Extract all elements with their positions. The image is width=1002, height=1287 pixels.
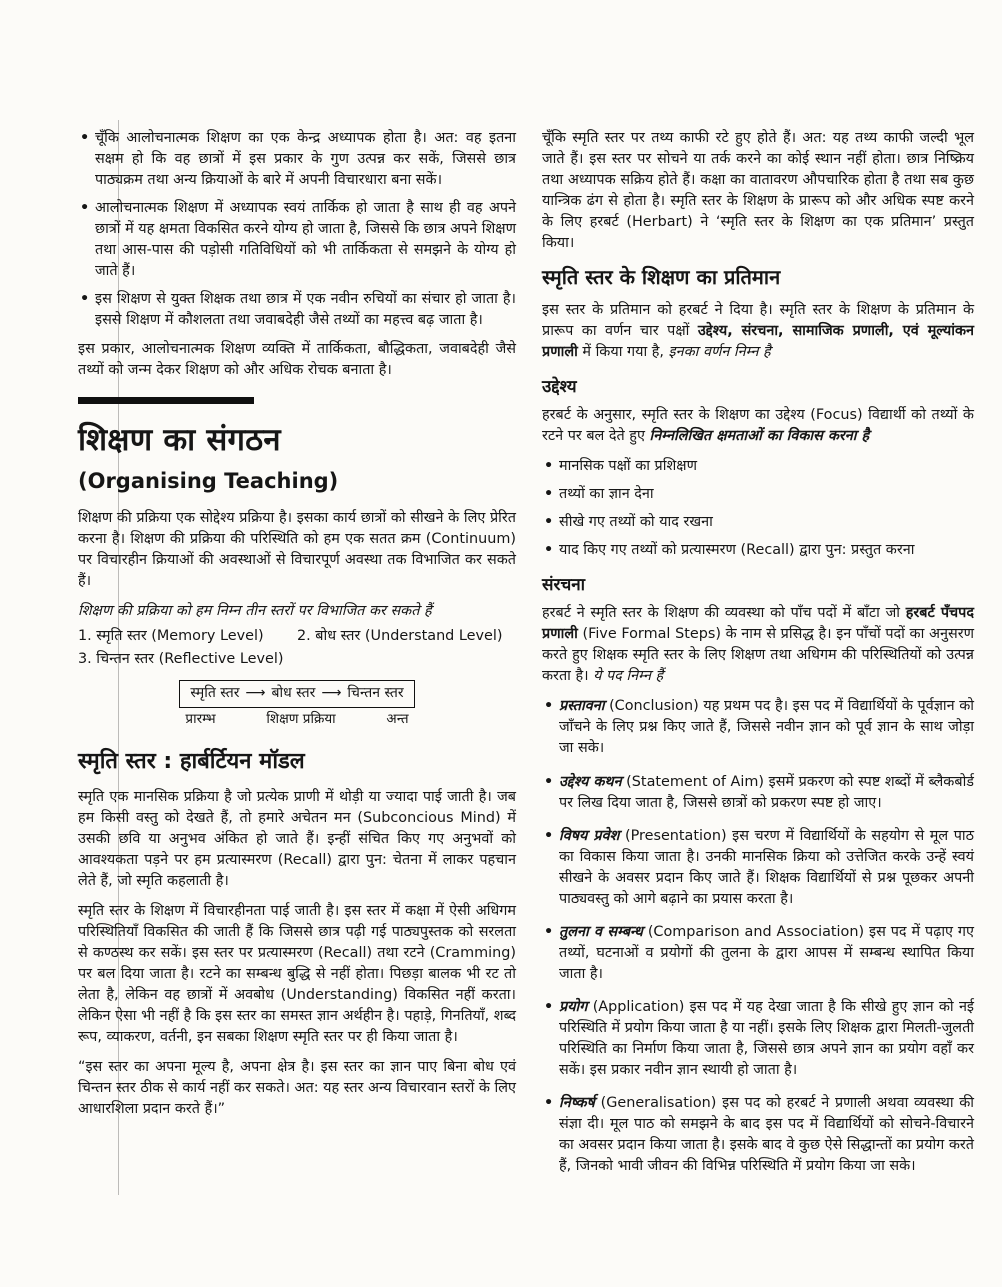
step-term-english: (Statement of Aim) xyxy=(626,773,765,790)
objective-intro-pre: हरबर्ट के अनुसार, स्मृति स्तर के शिक्षण का उद्देश्य (Focus) विद्यार्थी को तथ्यों के रटने पर बल देते हुए xyxy=(542,407,974,445)
model-intro-mid: में किया गया है, xyxy=(577,344,669,361)
step-text: इस चरण में विद्यार्थियों के सहयोग से मूल पाठ का विकास किया जाता है। उनकी मानसिक क्रिया को उत्तेजित करके उन्हें स्वयं सीखने के अवसर प्रदान किए जाते हैं। शिक्षक विद्यार्थियों से प्रश्न पूछकर अपनी पाठ्यवस्तु को आगे बढ़ाने का प्रयास करता है। xyxy=(559,827,974,907)
step-item-nishkarsh xyxy=(542,1093,974,1177)
step-term: विषय प्रवेश xyxy=(559,827,620,844)
model-intro-paragraph xyxy=(542,300,974,363)
memory-quote-paragraph: “इस स्तर का अपना मूल्य है, अपना क्षेत्र है। इस स्तर का ज्ञान पाए बिना बोध एवं चिन्तन स्तर ठीक से कार्य नहीं कर सकते। अत: यह स्तर अन्य विचारवान स्तरों के लिए आधारशिला प्रदान करते हैं।” xyxy=(78,1059,516,1118)
section-subtitle-english: (Organising Teaching) xyxy=(78,468,339,493)
flow-arrow-icon: ⟶ xyxy=(321,685,342,702)
right-column xyxy=(542,128,974,1189)
objective-bullet: • सीखे गए तथ्यों को याद रखना xyxy=(542,512,974,533)
step-text: यह प्रथम पद है। इस पद में विद्यार्थियों के पूर्वज्ञान को जाँचने के लिए प्रश्न किए जाते हैं, जिससे नवीन ज्ञान को पूर्व ज्ञान के साथ जोड़ा जा सके। xyxy=(559,698,975,757)
step-term-english: (Generalisation) xyxy=(600,1094,717,1111)
subsection-title-objective: उद्देश्य xyxy=(542,377,577,398)
left-column xyxy=(78,128,516,1189)
step-item-prayog xyxy=(542,997,974,1081)
organising-paragraph: शिक्षण की प्रक्रिया एक सोद्देश्य प्रक्रिया है। इसका कार्य छात्रों को सीखने के लिए प्रेरित करना है। शिक्षण की प्रक्रिया की परिस्थिति को हम एक सतत क्रम (Continuum) पर विचारहीन क्रियाओं की अवस्थाओं से विचारपूर्ण अवस्था तक विभाजित कर सकते हैं। xyxy=(78,510,516,590)
level-item-reflective: 3. चिन्तन स्तर (Reflective Level) xyxy=(78,651,284,668)
step-item-prastavana xyxy=(542,696,974,759)
model-intro-bold-terms: उद्देश्य, संरचना, सामाजिक प्रणाली, एवं मूल्यांकन प्रणाली xyxy=(542,323,974,361)
section-title-memory-herbartian-model: स्मृति स्तर : हार्बर्टियन मॉडल xyxy=(78,748,305,774)
model-intro-pre: इस स्तर के प्रतिमान को हरबर्ट ने दिया है। स्मृति स्तर के शिक्षण के प्रतिमान के प्रारूप का वर्णन चार पक्षों xyxy=(542,302,974,340)
step-term-english: (Application) xyxy=(592,998,685,1015)
model-intro-italic: इनका वर्णन निम्न है xyxy=(668,344,771,361)
subsection-title-structure: संरचना xyxy=(542,575,586,596)
structure-intro-italic: ये पद निम्न हैं xyxy=(593,668,664,685)
section-divider-bar xyxy=(78,397,254,404)
objective-intro-paragraph xyxy=(542,405,974,447)
flow-diagram-box xyxy=(179,680,414,707)
flow-node-reflective: चिन्तन स्तर xyxy=(347,685,404,702)
structure-intro-paragraph xyxy=(542,603,974,687)
flow-node-memory: स्मृति स्तर xyxy=(190,685,240,702)
step-text: इस पद में यह देखा जाता है कि सीखे हुए ज्ञान को नई परिस्थिति में प्रयोग किया जाता है या नहीं। इसके लिए शिक्षक द्वारा मिलती-जुलती परिस्थिति का निर्माण किया जाता है, जिससे छात्र अपने ज्ञान का प्रयोग वहाँ कर सकें। इस प्रकार नवीन ज्ञान स्थायी हो जाता है। xyxy=(559,998,975,1078)
step-term-english: (Conclusion) xyxy=(609,698,699,715)
objective-bullet: • मानसिक पक्षों का प्रशिक्षण xyxy=(542,456,974,477)
bullet-item: • चूँकि आलोचनात्मक शिक्षण का एक केन्द्र अध्यापक होता है। अत: वह इतना सक्षम हो कि वह छात्रों में इस प्रकार के गुण उत्पन्न कर सकें, जिससे छात्र पाठ्यक्रम तथा अन्य क्रियाओं के बारे में अपनी विचारधारा बना सकें। xyxy=(78,128,516,191)
objective-bullet: • तथ्यों का ज्ञान देना xyxy=(542,484,974,505)
memory-level-limitations-paragraph: चूँकि स्मृति स्तर पर तथ्य काफी रटे हुए होते हैं। अत: यह तथ्य काफी जल्दी भूल जाते हैं। इस स्तर पर सोचने या तर्क करने का कोई स्थान नहीं होता। छात्र निष्क्रिय तथा अध्यापक सक्रिय होते हैं। कक्षा का वातावरण औपचारिक होता है तथा सब कुछ यान्त्रिक ढंग से होता है। स्मृति स्तर के शिक्षण के प्रारूप को और अधिक स्पष्ट करने के लिए हरबर्ट (Herbart) ने ‘स्मृति स्तर के शिक्षण का एक प्रतिमान’ प्रस्तुत किया। xyxy=(542,130,974,252)
step-term-english: (Comparison and Association) xyxy=(647,923,865,940)
step-term: निष्कर्ष xyxy=(559,1094,595,1111)
step-item-tulna-sambandh xyxy=(542,922,974,985)
section-title-organising-teaching: शिक्षण का संगठन xyxy=(78,422,281,459)
step-text: इस पद को हरबर्ट ने प्रणाली अथवा व्यवस्था की संज्ञा दी। मूल पाठ को समझने के बाद इस पद में विद्यार्थियों को सोचने-विचारने का अवसर प्रदान किया जाता है। इसके बाद वे कुछ ऐसे सिद्धान्तों का प्रयोग करते हैं, जिनको भावी जीवन की विभिन्न परिस्थिति में प्रयोग किया जा सके। xyxy=(559,1094,975,1174)
flow-label-process: शिक्षण प्रक्रिया xyxy=(266,710,336,727)
step-term: प्रयोग xyxy=(559,998,588,1015)
flow-diagram-labels xyxy=(179,708,414,730)
level-item-understand: 2. बोध स्तर (Understand Level) xyxy=(297,628,503,645)
levels-intro-line: शिक्षण की प्रक्रिया को हम निम्न तीन स्तरों पर विभाजित कर सकते हैं xyxy=(78,603,432,620)
objective-intro-italic: निम्नलिखित क्षमताओं का विकास करना है xyxy=(649,428,870,445)
section-title-memory-teaching-model: स्मृति स्तर के शिक्षण का प्रतिमान xyxy=(542,265,781,290)
step-term: तुलना व सम्बन्ध xyxy=(559,923,643,940)
step-term: उद्देश्य कथन xyxy=(559,773,622,790)
scanned-page xyxy=(78,128,974,1189)
memory-paragraph-1: स्मृति एक मानसिक प्रक्रिया है जो प्रत्येक प्राणी में थोड़ी या ज्यादा पाई जाती है। जब हम किसी वस्तु को देखते हैं, तो हमारे अचेतन मन (Subconcious Mind) में उसकी छवि या अनुभव अंकित हो जाते हैं। इन्हीं संचित किए गए अनुभवों को आवश्यकता पड़ने पर हम प्रत्यास्मरण (Recall) द्वारा पुन: चेतना में लाकर पहचान लेते हैं, जो स्मृति कहलाती है। xyxy=(78,788,516,889)
bullet-item: • आलोचनात्मक शिक्षण में अध्यापक स्वयं तार्किक हो जाता है साथ ही वह अपने छात्रों में यह क्षमता विकसित करने योग्य हो जाता है, जिससे कि छात्र अपने शिक्षण तथा आस-पास की पड़ोसी गतिविधियों को भी तार्किकता से समझने के योग्य हो जाते हैं। xyxy=(78,198,516,282)
structure-intro-pre: हरबर्ट ने स्मृति स्तर के शिक्षण की व्यवस्था को पाँच पदों में बाँटा जो xyxy=(542,605,906,622)
memory-paragraph-2: स्मृति स्तर के शिक्षण में विचारहीनता पाई जाती है। इस स्तर में कक्षा में ऐसी अधिगम परिस्थितियाँ विकसित की जाती हैं कि जिससे छात्र पढ़ी गई पाठ्यपुस्तक को सरलता से कण्ठस्थ कर सकें। इस स्तर पर प्रत्यास्मरण (Recall) तथा रटने (Cramming) पर बल दिया जाता है। रटने का सम्बन्ध बुद्धि से नहीं होता। पिछड़ा बालक भी रट तो लेता है, लेकिन वह छात्रों में अवबोध (Understanding) विकसित नहीं करता। लेकिन ऐसा भी नहीं है कि इस स्तर का समस्त ज्ञान अर्थहीन है। पहाड़े, गिनतियाँ, शब्द रूप, व्याकरण, वर्तनी, इन सबका शिक्षण स्मृति स्तर पर ही किया जाता है। xyxy=(78,902,516,1046)
step-text: इस पद में पढ़ाए गए तथ्यों, घटनाओं व प्रयोगों की तुलना के द्वारा आपस में सम्बन्ध स्थापित किया जाता है। xyxy=(559,923,974,982)
levels-row xyxy=(78,626,516,647)
teaching-levels-flow-diagram xyxy=(179,680,414,729)
critical-teaching-closing-paragraph: इस प्रकार, आलोचनात्मक शिक्षण व्यक्ति में तार्किकता, बौद्धिकता, जवाबदेही जैसे तथ्यों को जन्म देकर शिक्षण को और अधिक रोचक बनाता है। xyxy=(78,341,516,379)
level-item-memory: 1. स्मृति स्तर (Memory Level) xyxy=(78,628,264,645)
structure-intro-bold: हरबर्ट पँचपद प्रणाली xyxy=(542,605,974,643)
flow-label-end: अन्त xyxy=(386,710,409,727)
flow-label-start: प्रारम्भ xyxy=(185,710,216,727)
five-formal-steps-list xyxy=(542,696,974,1177)
objective-bullet: • याद किए गए तथ्यों को प्रत्यास्मरण (Recall) द्वारा पुन: प्रस्तुत करना xyxy=(542,540,974,561)
structure-intro-mid: (Five Formal Steps) के नाम से प्रसिद्ध है। इन पाँचों पदों का अनुसरण करते हुए शिक्षक स्मृति स्तर के लिए शिक्षण तथा अधिगम की परिस्थितियों को उत्पन्न करता है। xyxy=(542,626,974,685)
step-item-vishay-pravesh xyxy=(542,826,974,910)
flow-node-understand: बोध स्तर xyxy=(271,685,316,702)
critical-teaching-bullet-list xyxy=(78,128,516,331)
objective-bullet-list xyxy=(542,456,974,561)
flow-arrow-icon: ⟶ xyxy=(245,685,266,702)
step-term: प्रस्तावना xyxy=(559,698,605,715)
bullet-item: • इस शिक्षण से युक्त शिक्षक तथा छात्र में एक नवीन रुचियों का संचार हो जाता है। इससे शिक्षण में कौशलता तथा जवाबदेही जैसे तथ्यों का महत्त्व बढ़ जाता है। xyxy=(78,289,516,331)
step-text: इसमें प्रकरण को स्पष्ट शब्दों में ब्लैकबोर्ड पर लिख दिया जाता है, जिससे छात्रों को प्रकरण स्पष्ट हो जाए। xyxy=(559,773,975,811)
step-term-english: (Presentation) xyxy=(624,827,727,844)
step-item-uddeshya-kathan xyxy=(542,772,974,814)
